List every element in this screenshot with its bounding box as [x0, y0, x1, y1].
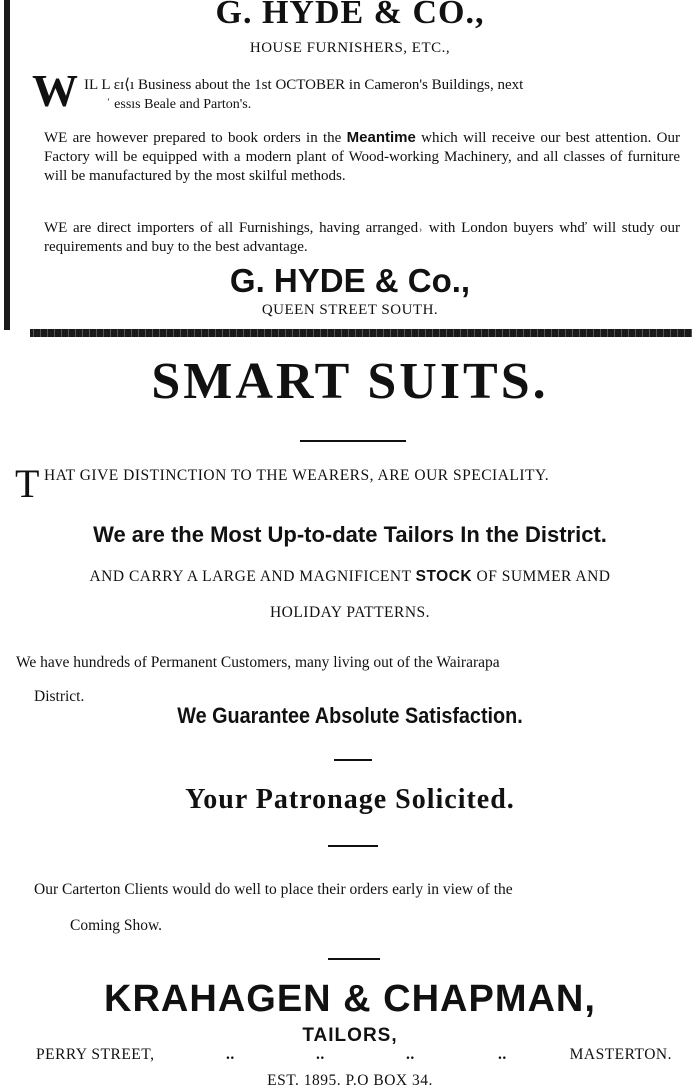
hyde-address: QUEEN STREET SOUTH. — [261, 302, 439, 318]
most-up-to-date-line: We are the Most Up-to-date Tailors In the District. — [93, 522, 607, 547]
hyde-paragraph-meantime-after: which will receive our best attention. Our Factory will be equipped with a modern plant of Wood-working Machinery, and all classes of furniture will be manufactured by the most skilful methods. — [44, 130, 680, 184]
firm-established: EST. 1895. P.O BOX 34. — [267, 1072, 433, 1089]
carry-stock-emphasis: STOCK — [415, 568, 473, 585]
distinction-dropcap: T — [15, 461, 40, 506]
hyde-title: G. HYDE & CO., — [215, 0, 485, 31]
firm-street: PERRY STREET, — [36, 1046, 155, 1063]
carry-stock-line — [0, 568, 700, 586]
firm-town: MASTERTON. — [569, 1046, 672, 1063]
hyde-paragraph-meantime-emphasis: Meantime — [346, 129, 416, 146]
hyde-bottom-rule — [30, 329, 692, 337]
address-separator: .. — [226, 1046, 235, 1063]
hyde-opening-line-2: ˈ essıs Beale and Parton's. — [106, 97, 252, 112]
hyde-paragraph-importers: WE are direct importers of all Furnishings, having arranged˒ with London buyers whď will study our requirements and buy to the best advantage. — [44, 220, 680, 255]
carry-stock-before: AND CARRY A LARGE AND MAGNIFICENT — [89, 568, 416, 585]
guarantee-line: We Guarantee Absolute Satisfaction. — [177, 703, 523, 728]
address-separator: .. — [406, 1046, 415, 1063]
divider-rule — [328, 958, 380, 960]
holiday-patterns-line: HOLIDAY PATTERNS. — [269, 604, 431, 621]
carterton-paragraph — [34, 872, 686, 944]
firm-name: KRAHAGEN & CHAPMAN, — [104, 978, 596, 1020]
hyde-signature: G. HYDE & Co., — [229, 262, 471, 299]
hyde-dropcap: W — [32, 65, 78, 116]
carterton-line-1: Our Carterton Clients would do well to place their orders early in view of the — [34, 881, 513, 898]
carry-stock-after: OF SUMMER AND — [472, 568, 611, 585]
firm-trade: TAILORS, — [302, 1025, 398, 1046]
hyde-subtitle: HOUSE FURNISHERS, ETC., — [249, 40, 451, 56]
hyde-advertisement — [0, 0, 700, 342]
address-separator: .. — [316, 1046, 325, 1063]
divider-rule — [328, 845, 378, 847]
patronage-line: Your Patronage Solicited. — [185, 784, 515, 815]
hyde-paragraph-meantime-before: WE are however prepared to book orders in the — [44, 130, 347, 146]
carterton-line-2: Coming Show. — [70, 917, 163, 934]
customers-line-1: We have hundreds of Permanent Customers, many living out of the Wairarapa — [16, 654, 500, 671]
address-separator: .. — [498, 1046, 507, 1063]
hyde-paragraph-meantime — [44, 128, 680, 186]
hyde-opening-line-1: IL L ɛɪ⟨ı Business about the 1st OCTOBER in Cameron's Buildings, next — [84, 77, 524, 93]
divider-rule — [300, 440, 406, 442]
divider-rule — [334, 759, 372, 761]
distinction-line: HAT GIVE DISTINCTION TO THE WEARERS, ARE OUR SPECIALITY. — [44, 467, 550, 484]
suits-headline: SMART SUITS. — [151, 353, 549, 410]
customers-line-2: District. — [34, 688, 85, 705]
